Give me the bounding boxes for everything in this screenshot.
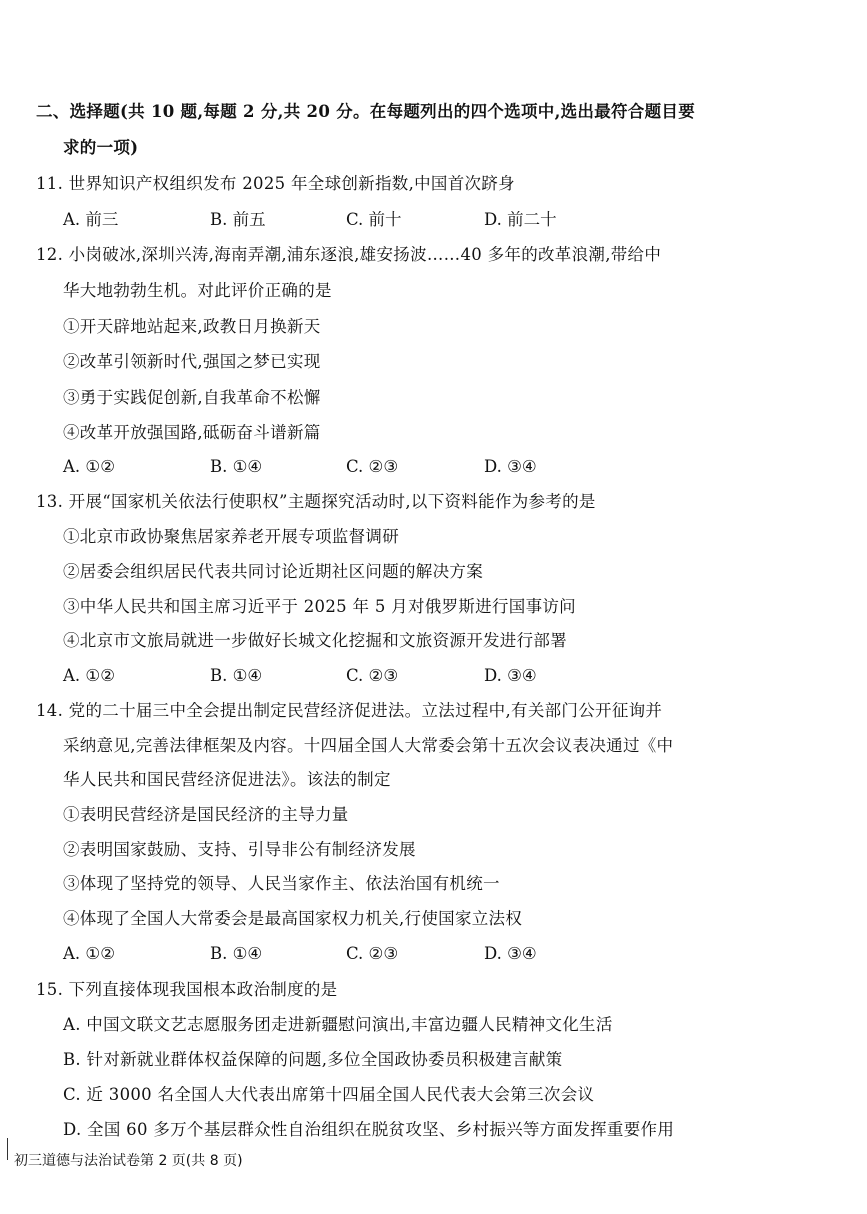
- question-14-item-1: ①表明民营经济是国民经济的主导力量: [63, 805, 349, 824]
- question-11-option-d: D. 前二十: [484, 210, 557, 229]
- question-13-item-1: ①北京市政协聚焦居家养老开展专项监督调研: [63, 527, 399, 546]
- question-13-option-c: C. ②③: [346, 666, 399, 685]
- question-12-item-4: ④改革开放强国路,砥砺奋斗谱新篇: [63, 423, 321, 442]
- question-11-stem: 11. 世界知识产权组织发布 2025 年全球创新指数,中国首次跻身: [36, 174, 515, 193]
- question-13-option-a: A. ①②: [63, 666, 115, 685]
- question-12-item-1: ①开天辟地站起来,政教日月换新天: [63, 317, 321, 336]
- question-11-option-b: B. 前五: [210, 210, 266, 229]
- question-12-stem-line2: 华大地勃勃生机。对此评价正确的是: [63, 281, 332, 300]
- question-12-option-c: C. ②③: [346, 457, 399, 476]
- question-12-item-2: ②改革引领新时代,强国之梦已实现: [63, 352, 321, 371]
- question-14-item-2: ②表明国家鼓励、支持、引导非公有制经济发展: [63, 840, 416, 859]
- question-14-item-3: ③体现了坚持党的领导、人民当家作主、依法治国有机统一: [63, 874, 500, 893]
- question-13-option-b: B. ①④: [210, 666, 263, 685]
- question-14-option-c: C. ②③: [346, 944, 399, 963]
- question-11-option-a: A. 前三: [63, 210, 119, 229]
- question-12-option-b: B. ①④: [210, 457, 263, 476]
- question-13-stem: 13. 开展“国家机关依法行使职权”主题探究活动时,以下资料能作为参考的是: [36, 492, 596, 511]
- section-heading-line2: 求的一项): [63, 138, 139, 157]
- question-14-stem-line2: 采纳意见,完善法律框架及内容。十四届全国人大常委会第十五次会议表决通过《中: [63, 736, 674, 755]
- page-footer: 初三道德与法治试卷第 2 页(共 8 页): [14, 1153, 243, 1169]
- margin-line: [7, 1138, 8, 1160]
- question-13-option-d: D. ③④: [484, 666, 537, 685]
- question-13-item-2: ②居委会组织居民代表共同讨论近期社区问题的解决方案: [63, 562, 483, 581]
- question-14-option-d: D. ③④: [484, 944, 537, 963]
- question-11-option-c: C. 前十: [346, 210, 402, 229]
- question-12-item-3: ③勇于实践促创新,自我革命不松懈: [63, 388, 321, 407]
- question-12-stem-line1: 12. 小岗破冰,深圳兴涛,海南弄潮,浦东逐浪,雄安扬波……40 多年的改革浪潮,带给中: [36, 245, 662, 264]
- section-heading-line1: 二、选择题(共 10 题,每题 2 分,共 20 分。在每题列出的四个选项中,选出最符合题目要: [36, 102, 696, 121]
- question-13-item-4: ④北京市文旅局就进一步做好长城文化挖掘和文旅资源开发进行部署: [63, 631, 567, 650]
- question-15-stem: 15. 下列直接体现我国根本政治制度的是: [36, 980, 338, 999]
- question-14-item-4: ④体现了全国人大常委会是最高国家权力机关,行使国家立法权: [63, 909, 523, 928]
- question-14-option-a: A. ①②: [63, 944, 115, 963]
- question-15-option-a: A. 中国文联文艺志愿服务团走进新疆慰问演出,丰富边疆人民精神文化生活: [63, 1015, 613, 1034]
- question-14-option-b: B. ①④: [210, 944, 263, 963]
- question-13-item-3: ③中华人民共和国主席习近平于 2025 年 5 月对俄罗斯进行国事访问: [63, 597, 576, 616]
- question-14-stem-line1: 14. 党的二十届三中全会提出制定民营经济促进法。立法过程中,有关部门公开征询并: [36, 701, 663, 720]
- question-15-option-b: B. 针对新就业群体权益保障的问题,多位全国政协委员积极建言献策: [63, 1050, 563, 1069]
- question-15-option-c: C. 近 3000 名全国人大代表出席第十四届全国人民代表大会第三次会议: [63, 1085, 595, 1104]
- question-14-stem-line3: 华人民共和国民营经济促进法》。该法的制定: [63, 770, 391, 789]
- question-12-option-d: D. ③④: [484, 457, 537, 476]
- question-15-option-d: D. 全国 60 多万个基层群众性自治组织在脱贫攻坚、乡村振兴等方面发挥重要作用: [63, 1120, 675, 1139]
- question-12-option-a: A. ①②: [63, 457, 115, 476]
